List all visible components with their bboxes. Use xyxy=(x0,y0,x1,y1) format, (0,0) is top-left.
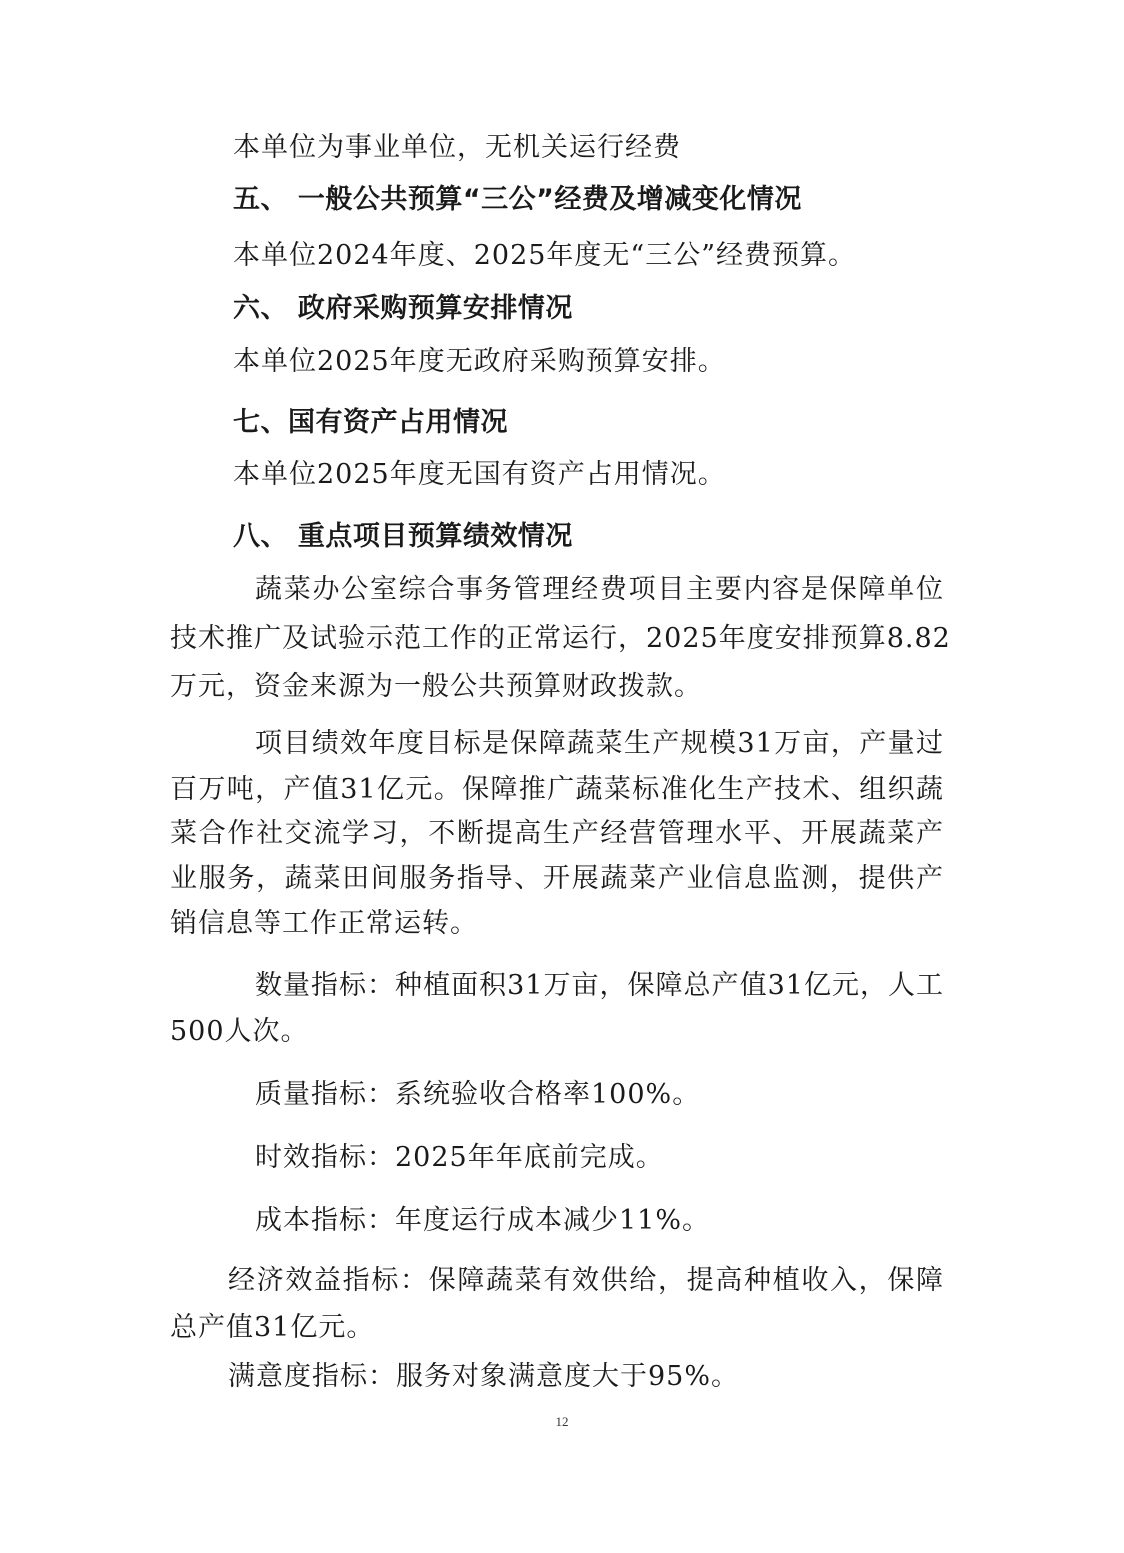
section-heading-5: 五、 一般公共预算“三公”经费及增减变化情况 xyxy=(233,184,802,215)
paragraph-line: 蔬菜办公室综合事务管理经费项目主要内容是保障单位 xyxy=(255,574,944,605)
paragraph-line: 百万吨，产值31亿元。保障推广蔬菜标准化生产技术、组织蔬 xyxy=(170,774,944,805)
section-heading-7: 七、国有资产占用情况 xyxy=(233,407,508,438)
paragraph-line: 万元，资金来源为一般公共预算财政拨款。 xyxy=(170,671,702,702)
paragraph-line: 500人次。 xyxy=(170,1016,309,1047)
section-body-5: 本单位2024年度、2025年度无“三公”经费预算。 xyxy=(233,240,857,271)
paragraph-line: 项目绩效年度目标是保障蔬菜生产规模31万亩，产量过 xyxy=(255,728,944,759)
section-body-7: 本单位2025年度无国有资产占用情况。 xyxy=(233,459,726,490)
timeliness-indicator: 时效指标：2025年年底前完成。 xyxy=(255,1142,664,1173)
paragraph-line: 菜合作社交流学习，不断提高生产经营管理水平、开展蔬菜产 xyxy=(170,818,944,849)
paragraph-line: 技术推广及试验示范工作的正常运行，2025年度安排预算8.82 xyxy=(170,623,951,654)
cost-indicator: 成本指标：年度运行成本减少11%。 xyxy=(255,1205,711,1236)
paragraph-line: 总产值31亿元。 xyxy=(170,1312,375,1343)
paragraph-line: 业服务，蔬菜田间服务指导、开展蔬菜产业信息监测，提供产 xyxy=(170,863,944,894)
section-heading-6: 六、 政府采购预算安排情况 xyxy=(233,293,573,324)
quality-indicator: 质量指标：系统验收合格率100%。 xyxy=(255,1079,701,1110)
section-heading-8: 八、 重点项目预算绩效情况 xyxy=(233,521,573,552)
intro-line: 本单位为事业单位，无机关运行经费 xyxy=(233,132,681,163)
paragraph-line: 经济效益指标：保障蔬菜有效供给，提高种植收入，保障 xyxy=(228,1265,944,1296)
section-body-6: 本单位2025年度无政府采购预算安排。 xyxy=(233,346,726,377)
paragraph-line: 数量指标：种植面积31万亩，保障总产值31亿元，人工 xyxy=(255,970,944,1001)
page-number: 12 xyxy=(555,1414,569,1429)
satisfaction-indicator: 满意度指标：服务对象满意度大于95%。 xyxy=(228,1361,740,1392)
paragraph-line: 销信息等工作正常运转。 xyxy=(170,908,478,939)
